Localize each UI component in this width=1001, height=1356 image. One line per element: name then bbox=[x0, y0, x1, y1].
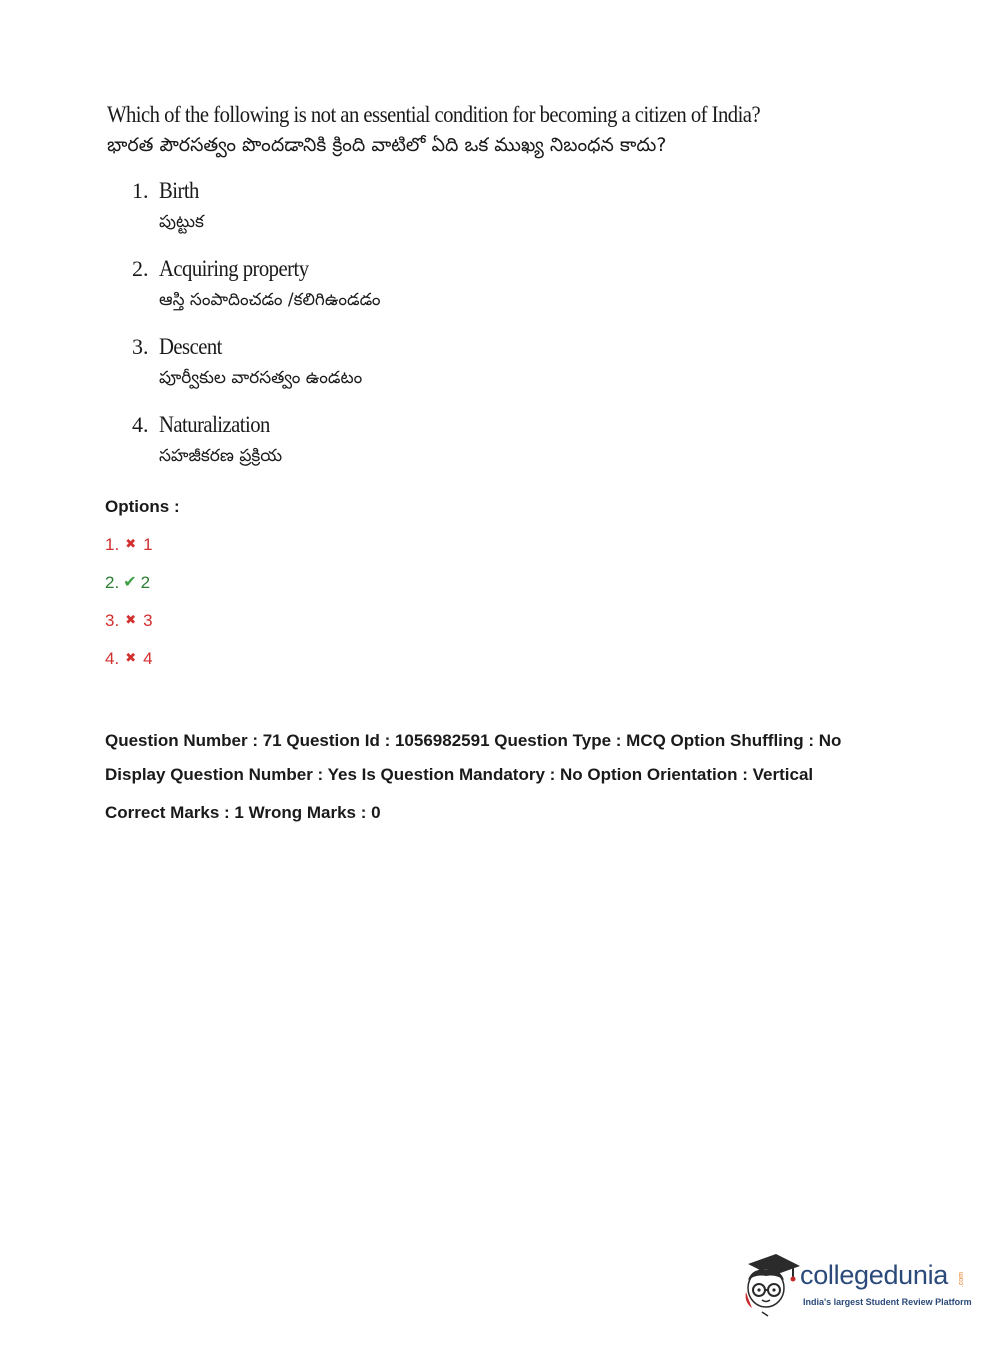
answer-options bbox=[105, 535, 153, 687]
answer-option-2 bbox=[105, 573, 153, 611]
choice-number: 1. bbox=[132, 178, 149, 203]
question-text-en: Which of the following is not an essential condition for becoming a citizen of India? bbox=[107, 102, 761, 127]
mascot-icon bbox=[742, 1250, 802, 1320]
answer-option-3 bbox=[105, 611, 153, 649]
choice-number: 3. bbox=[132, 334, 149, 359]
logo-dotcom-text: .com bbox=[958, 1272, 965, 1288]
choice-number: 2. bbox=[132, 256, 149, 281]
wrong-mark-icon: ✖ bbox=[125, 612, 137, 627]
answer-value: 3 bbox=[143, 611, 153, 630]
answer-number: 1. bbox=[105, 535, 120, 554]
options-label: Options : bbox=[105, 497, 180, 516]
choice-number: 4. bbox=[132, 412, 149, 437]
answer-number: 4. bbox=[105, 649, 120, 668]
choice-text-te: సహజీకరణ ప్రక్రియ bbox=[159, 446, 283, 466]
choice-text-te: పుట్టుక bbox=[159, 212, 204, 232]
wrong-mark-icon: ✖ bbox=[125, 536, 137, 551]
wrong-mark-icon: ✖ bbox=[125, 650, 137, 665]
metadata-line-2: Display Question Number : Yes Is Question Mandatory : No Option Orientation : Vertical bbox=[105, 765, 814, 784]
metadata-line-1: Question Number : 71 Question Id : 1056982591 Question Type : MCQ Option Shuffling : No bbox=[105, 731, 842, 750]
check-mark-icon: ✔ bbox=[123, 574, 137, 591]
question-metadata bbox=[105, 731, 841, 823]
answer-value: 4 bbox=[143, 649, 153, 668]
answer-number: 2. bbox=[105, 573, 120, 592]
metadata-line-3: Correct Marks : 1 Wrong Marks : 0 bbox=[105, 803, 381, 822]
choice-text-en: Acquiring property bbox=[159, 256, 309, 281]
choice-text-te: ఆస్తి సంపాదించడం /కలిగిఉండడం bbox=[159, 290, 381, 310]
logo-tagline: India's largest Student Review Platform bbox=[803, 1297, 972, 1307]
choice-text-te: పూర్వీకుల వారసత్వం ఉండటం bbox=[159, 368, 363, 388]
answer-option-4 bbox=[105, 649, 153, 687]
answer-option-1 bbox=[105, 535, 153, 573]
collegedunia-logo bbox=[742, 1250, 972, 1320]
question-text-te: భారత పౌరసత్వం పొందడానికి క్రింది వాటిలో ఏది ఒక ముఖ్య నిబంధన కాదు? bbox=[107, 134, 667, 156]
answer-value: 1 bbox=[143, 535, 153, 554]
answer-value: 2 bbox=[140, 573, 151, 592]
answer-number: 3. bbox=[105, 611, 120, 630]
choice-text-en: Descent bbox=[159, 334, 222, 359]
logo-brand-text: collegedunia bbox=[800, 1260, 949, 1290]
question-block bbox=[107, 100, 907, 160]
choice-text-en: Birth bbox=[159, 178, 199, 203]
choice-text-en: Naturalization bbox=[159, 412, 270, 437]
